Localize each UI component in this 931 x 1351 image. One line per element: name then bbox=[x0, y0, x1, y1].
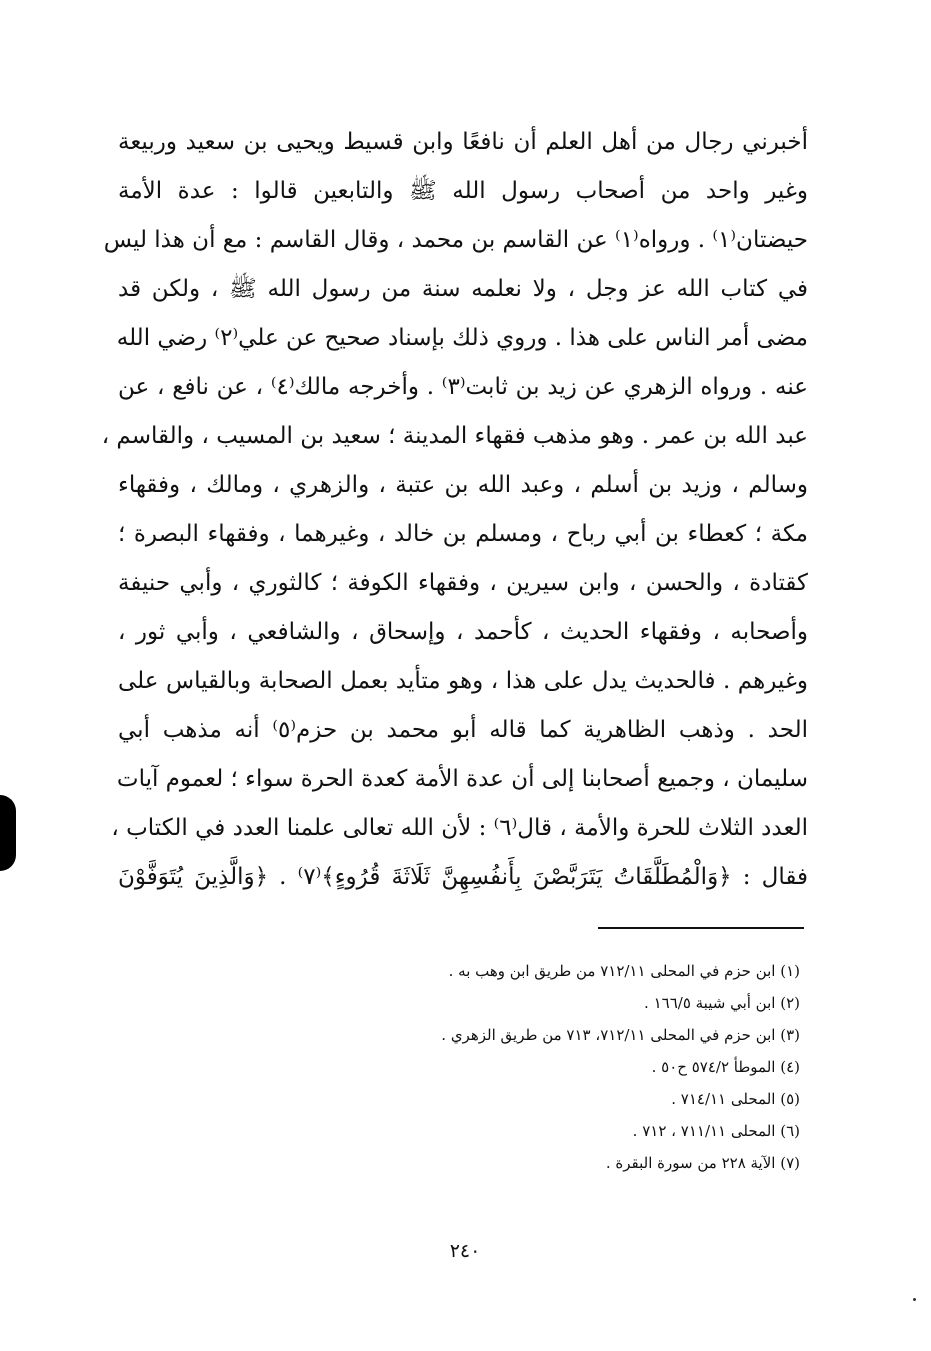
body-line: العدد الثلاث للحرة والأمة ، قال⁽٦⁾ : لأن الله تعالى علمنا العدد في الكتاب ، bbox=[111, 815, 808, 841]
footnote: (٣) ابن حزم في المحلى ٧١٢/١١، ٧١٣ من طريق الزهري . bbox=[441, 1026, 800, 1044]
footnote: (١) ابن حزم في المحلى ٧١٢/١١ من طريق ابن وهب به . bbox=[448, 962, 800, 980]
body-line: وسالم ، وزيد بن أسلم ، وعبد الله بن عتبة ، والزهري ، ومالك ، وفقهاء bbox=[118, 472, 808, 498]
body-line: أخبرني رجال من أهل العلم أن نافعًا وابن قسيط ويحيى بن سعيد وربيعة bbox=[118, 129, 808, 155]
footnote: (٧) الآية ٢٢٨ من سورة البقرة . bbox=[605, 1154, 800, 1172]
body-line: سليمان ، وجميع أصحابنا إلى أن عدة الأمة كعدة الحرة سواء ؛ لعموم آيات bbox=[116, 766, 808, 792]
footnote: (٢) ابن أبي شيبة ١٦٦/٥ . bbox=[644, 994, 800, 1012]
footnote-separator bbox=[598, 927, 804, 929]
body-line: عنه . ورواه الزهري عن زيد بن ثابت⁽٣⁾ . وأخرجه مالك⁽٤⁾ ، عن نافع ، عن bbox=[118, 374, 808, 400]
footnote: (٥) المحلى ٧١٤/١١ . bbox=[671, 1090, 800, 1108]
body-line: في كتاب الله عز وجل ، ولا نعلمه سنة من رسول الله ﷺ ، ولكن قد bbox=[118, 276, 808, 302]
body-text bbox=[101, 118, 808, 902]
body-line: عبد الله بن عمر . وهو مذهب فقهاء المدينة ؛ سعيد بن المسيب ، والقاسم ، bbox=[101, 423, 808, 449]
body-line: مكة ؛ كعطاء بن أبي رباح ، ومسلم بن خالد ، وغيرهما ، وفقهاء البصرة ؛ bbox=[118, 521, 808, 547]
page-number: ٢٤٠ bbox=[449, 1240, 481, 1262]
body-line: حيضتان⁽١⁾ . ورواه⁽١⁾ عن القاسم بن محمد ، وقال القاسم : مع أن هذا ليس bbox=[103, 227, 808, 253]
body-line: وغيرهم . فالحديث يدل على هذا ، وهو متأيد بعمل الصحابة وبالقياس على bbox=[118, 668, 808, 694]
body-line: كقتادة ، والحسن ، وابن سيرين ، وفقهاء الكوفة ؛ كالثوري ، وأبي حنيفة bbox=[118, 570, 808, 596]
body-line: وأصحابه ، وفقهاء الحديث ، كأحمد ، وإسحاق ، والشافعي ، وأبي ثور ، bbox=[118, 619, 808, 645]
footnote: (٦) المحلى ٧١١/١١ ، ٧١٢ . bbox=[632, 1122, 800, 1140]
body-line: الحد . وذهب الظاهرية كما قاله أبو محمد بن حزم⁽٥⁾ أنه مذهب أبي bbox=[118, 717, 808, 743]
body-line: وغير واحد من أصحاب رسول الله ﷺ والتابعين قالوا : عدة الأمة bbox=[118, 178, 808, 204]
body-line: مضى أمر الناس على هذا . وروي ذلك بإسناد صحيح عن علي⁽٢⁾ رضي الله bbox=[116, 325, 808, 351]
scan-speck bbox=[913, 1298, 916, 1301]
scan-edge-mark bbox=[0, 795, 16, 871]
footnotes bbox=[300, 955, 800, 1179]
body-line: فقال : ﴿وَالْمُطَلَّقَاتُ يَتَرَبَّصْنَ بِأَنفُسِهِنَّ ثَلَاثَةَ قُرُوءٍ﴾⁽٧⁾ . ﴿وَالَّذِينَ يُتَوَفَّوْنَ bbox=[118, 864, 808, 890]
footnote: (٤) الموطأ ٥٧٤/٢ ح٥٠ . bbox=[651, 1058, 800, 1076]
